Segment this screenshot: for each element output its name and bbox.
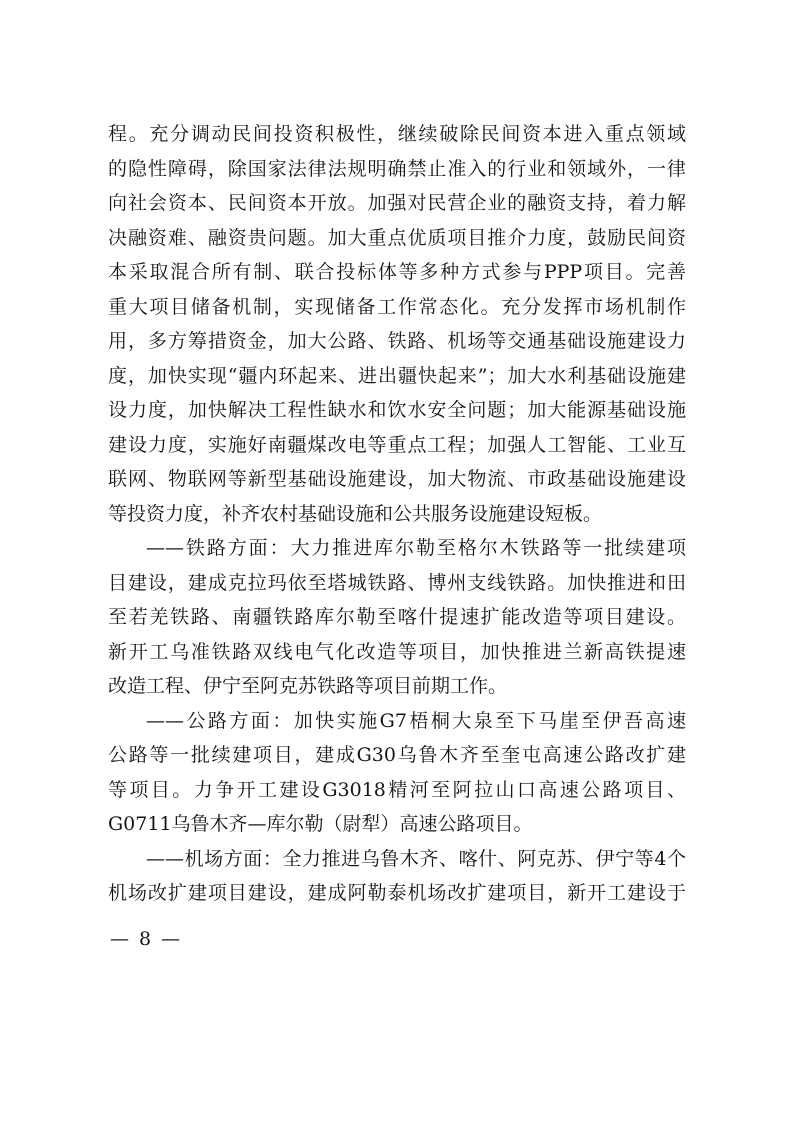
text-line: ——铁路方面：大力推进库尔勒至格尔木铁路等一批续建项 [146, 537, 686, 559]
document-body [108, 117, 686, 911]
text-line: 用，多方筹措资金，加大公路、铁路、机场等交通基础设施建设力 [108, 330, 686, 352]
text-line: 新开工乌准铁路双线电气化改造等项目，加快推进兰新高铁提速 [108, 640, 686, 663]
text-line: ——公路方面：加快实施G7梧桐大泉至下马崖至伊吾高速 [146, 709, 686, 732]
page-number: — 8 — [110, 928, 183, 950]
text-line: 目建设，建成克拉玛依至塔城铁路、博州支线铁路。加快推进和田 [108, 571, 686, 594]
text-line: 向社会资本、民间资本开放。加强对民营企业的融资支持，着力解 [108, 192, 686, 214]
text-line: 决融资难、融资贵问题。加大重点优质项目推介力度，鼓励民间资 [108, 226, 686, 249]
text-line: 度，加快实现“疆内环起来、进出疆快起来”；加大水利基础设施建 [108, 364, 686, 387]
text-line: 重大项目储备机制，实现储备工作常态化。充分发挥市场机制作 [108, 295, 686, 318]
paragraph-highway [108, 704, 686, 842]
text-line: 机场改扩建项目建设，建成阿勒泰机场改扩建项目，新开工建设于 [108, 882, 686, 904]
text-line: ——机场方面：全力推进乌鲁木齐、喀什、阿克苏、伊宁等4个 [146, 847, 686, 870]
text-line: 公路等一批续建项目，建成G30乌鲁木齐至奎屯高速公路改扩建 [108, 744, 686, 766]
text-line: 改造工程、伊宁至阿克苏铁路等项目前期工作。 [108, 675, 508, 697]
text-line: G0711乌鲁木齐—库尔勒（尉犁）高速公路项目。 [108, 813, 533, 835]
text-line: 建设力度，实施好南疆煤改电等重点工程；加强人工智能、工业互 [108, 433, 686, 456]
text-line: 联网、物联网等新型基础设施建设，加大物流、市政基础设施建设 [108, 468, 686, 490]
paragraph-investment [108, 117, 686, 531]
text-line: 设力度，加快解决工程性缺水和饮水安全问题；加大能源基础设施 [108, 399, 686, 421]
paragraph-railway [108, 531, 686, 704]
text-line: 程。充分调动民间投资积极性，继续破除民间资本进入重点领域 [108, 123, 686, 145]
text-line: 等项目。力争开工建设G3018精河至阿拉山口高速公路项目、 [108, 778, 686, 801]
paragraph-airport [108, 842, 686, 911]
text-line: 的隐性障碍，除国家法律法规明确禁止准入的行业和领域外，一律 [108, 157, 686, 180]
text-line: 至若羌铁路、南疆铁路库尔勒至喀什提速扩能改造等项目建设。 [108, 606, 686, 628]
text-line: 等投资力度，补齐农村基础设施和公共服务设施建设短板。 [108, 502, 603, 525]
text-line: 本采取混合所有制、联合投标体等多种方式参与PPP项目。完善 [108, 261, 686, 283]
